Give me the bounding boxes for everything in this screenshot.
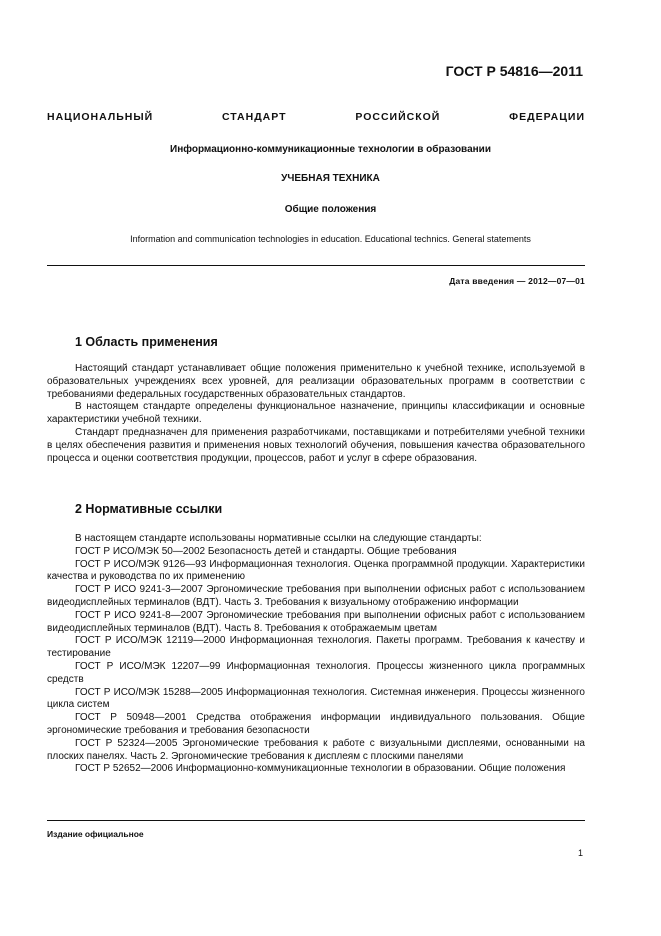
paragraph: В настоящем стандарте определены функциональное назначение, принципы классификации и основные характеристики учебной техники. [47, 401, 585, 426]
reference-item: ГОСТ Р 52324—2005 Эргономические требования к работе с визуальными дисплеями, основанными на плоских панелях. Часть 2. Эргономические требования к дисплеям с плоскими панелями [47, 737, 585, 762]
official-edition-label: Издание официальное [47, 829, 144, 839]
header-divider [47, 265, 585, 266]
national-standard-banner: НАЦИОНАЛЬНЫЙ СТАНДАРТ РОССИЙСКОЙ ФЕДЕРАЦИИ [47, 111, 585, 123]
reference-item: ГОСТ Р ИСО 9241-3—2007 Эргономические требования при выполнении офисных работ с использованием видеодисплейных терминалов (ВДТ). Часть 3. Требования к визуальному отображению информации [47, 584, 585, 608]
paragraph: Стандарт предназначен для применения разработчиками, поставщиками и потребителями учебной техники в целях обеспечения развития и применения новых технологий обучения, повышения качества образовательного процесса и оценки соответствия продукции, процессов, работ и услуг в сфере образования. [47, 426, 585, 464]
section-2-heading: 2 Нормативные ссылки [75, 502, 223, 516]
section-1-body [47, 363, 585, 465]
page-number: 1 [577, 848, 583, 858]
introduction-date: Дата введения — 2012—07—01 [449, 276, 585, 286]
paragraph: Настоящий стандарт устанавливает общие положения применительно к учебной технике, используемой в образовательных учреждениях всех уровней, для реализации образовательных программ в соответствии с требованиями федеральных государственных образовательных стандартов. [47, 363, 585, 400]
reference-item: ГОСТ Р ИСО/МЭК 15288—2005 Информационная технология. Системная инженерия. Процессы жизненного цикла систем [47, 686, 585, 711]
reference-item: ГОСТ Р ИСО/МЭК 9126—93 Информационная технология. Оценка программной продукции. Характеристики качества и руководства по их применению [47, 558, 585, 583]
title-english: Information and communication technologies in education. Educational technics. General statements [130, 234, 531, 244]
title-domain: Информационно-коммуникационные технологии в образовании [170, 144, 491, 155]
title-subtitle: Общие положения [284, 204, 377, 215]
reference-item: ГОСТ Р ИСО/МЭК 50—2002 Безопасность детей и стандарты. Общие требования [75, 545, 457, 557]
reference-item: ГОСТ Р ИСО/МЭК 12207—99 Информационная технология. Процессы жизненного цикла программных средств [47, 660, 585, 685]
reference-item: ГОСТ Р 50948—2001 Средства отображения информации индивидуального пользования. Общие эргономические требования и требования безопасности [47, 712, 585, 736]
paragraph: В настоящем стандарте использованы нормативные ссылки на следующие стандарты: [75, 533, 482, 544]
standard-code: ГОСТ Р 54816—2011 [445, 63, 583, 79]
section-1-heading: 1 Область применения [75, 335, 218, 349]
title-main: УЧЕБНАЯ ТЕХНИКА [281, 173, 380, 184]
reference-item: ГОСТ Р ИСО 9241-8—2007 Эргономические требования при выполнении офисных работ с использованием видеодисплейных терминалов (ВДТ). Часть 8. Требования к отображаемым цветам [47, 609, 585, 634]
reference-item: ГОСТ Р ИСО/МЭК 12119—2000 Информационная технология. Пакеты программ. Требования к качеству и тестирование [47, 635, 585, 660]
section-2-body [47, 533, 585, 776]
footer-divider [47, 820, 585, 821]
reference-item: ГОСТ Р 52652—2006 Информационно-коммуникационные технологии в образовании. Общие положения [75, 763, 566, 775]
